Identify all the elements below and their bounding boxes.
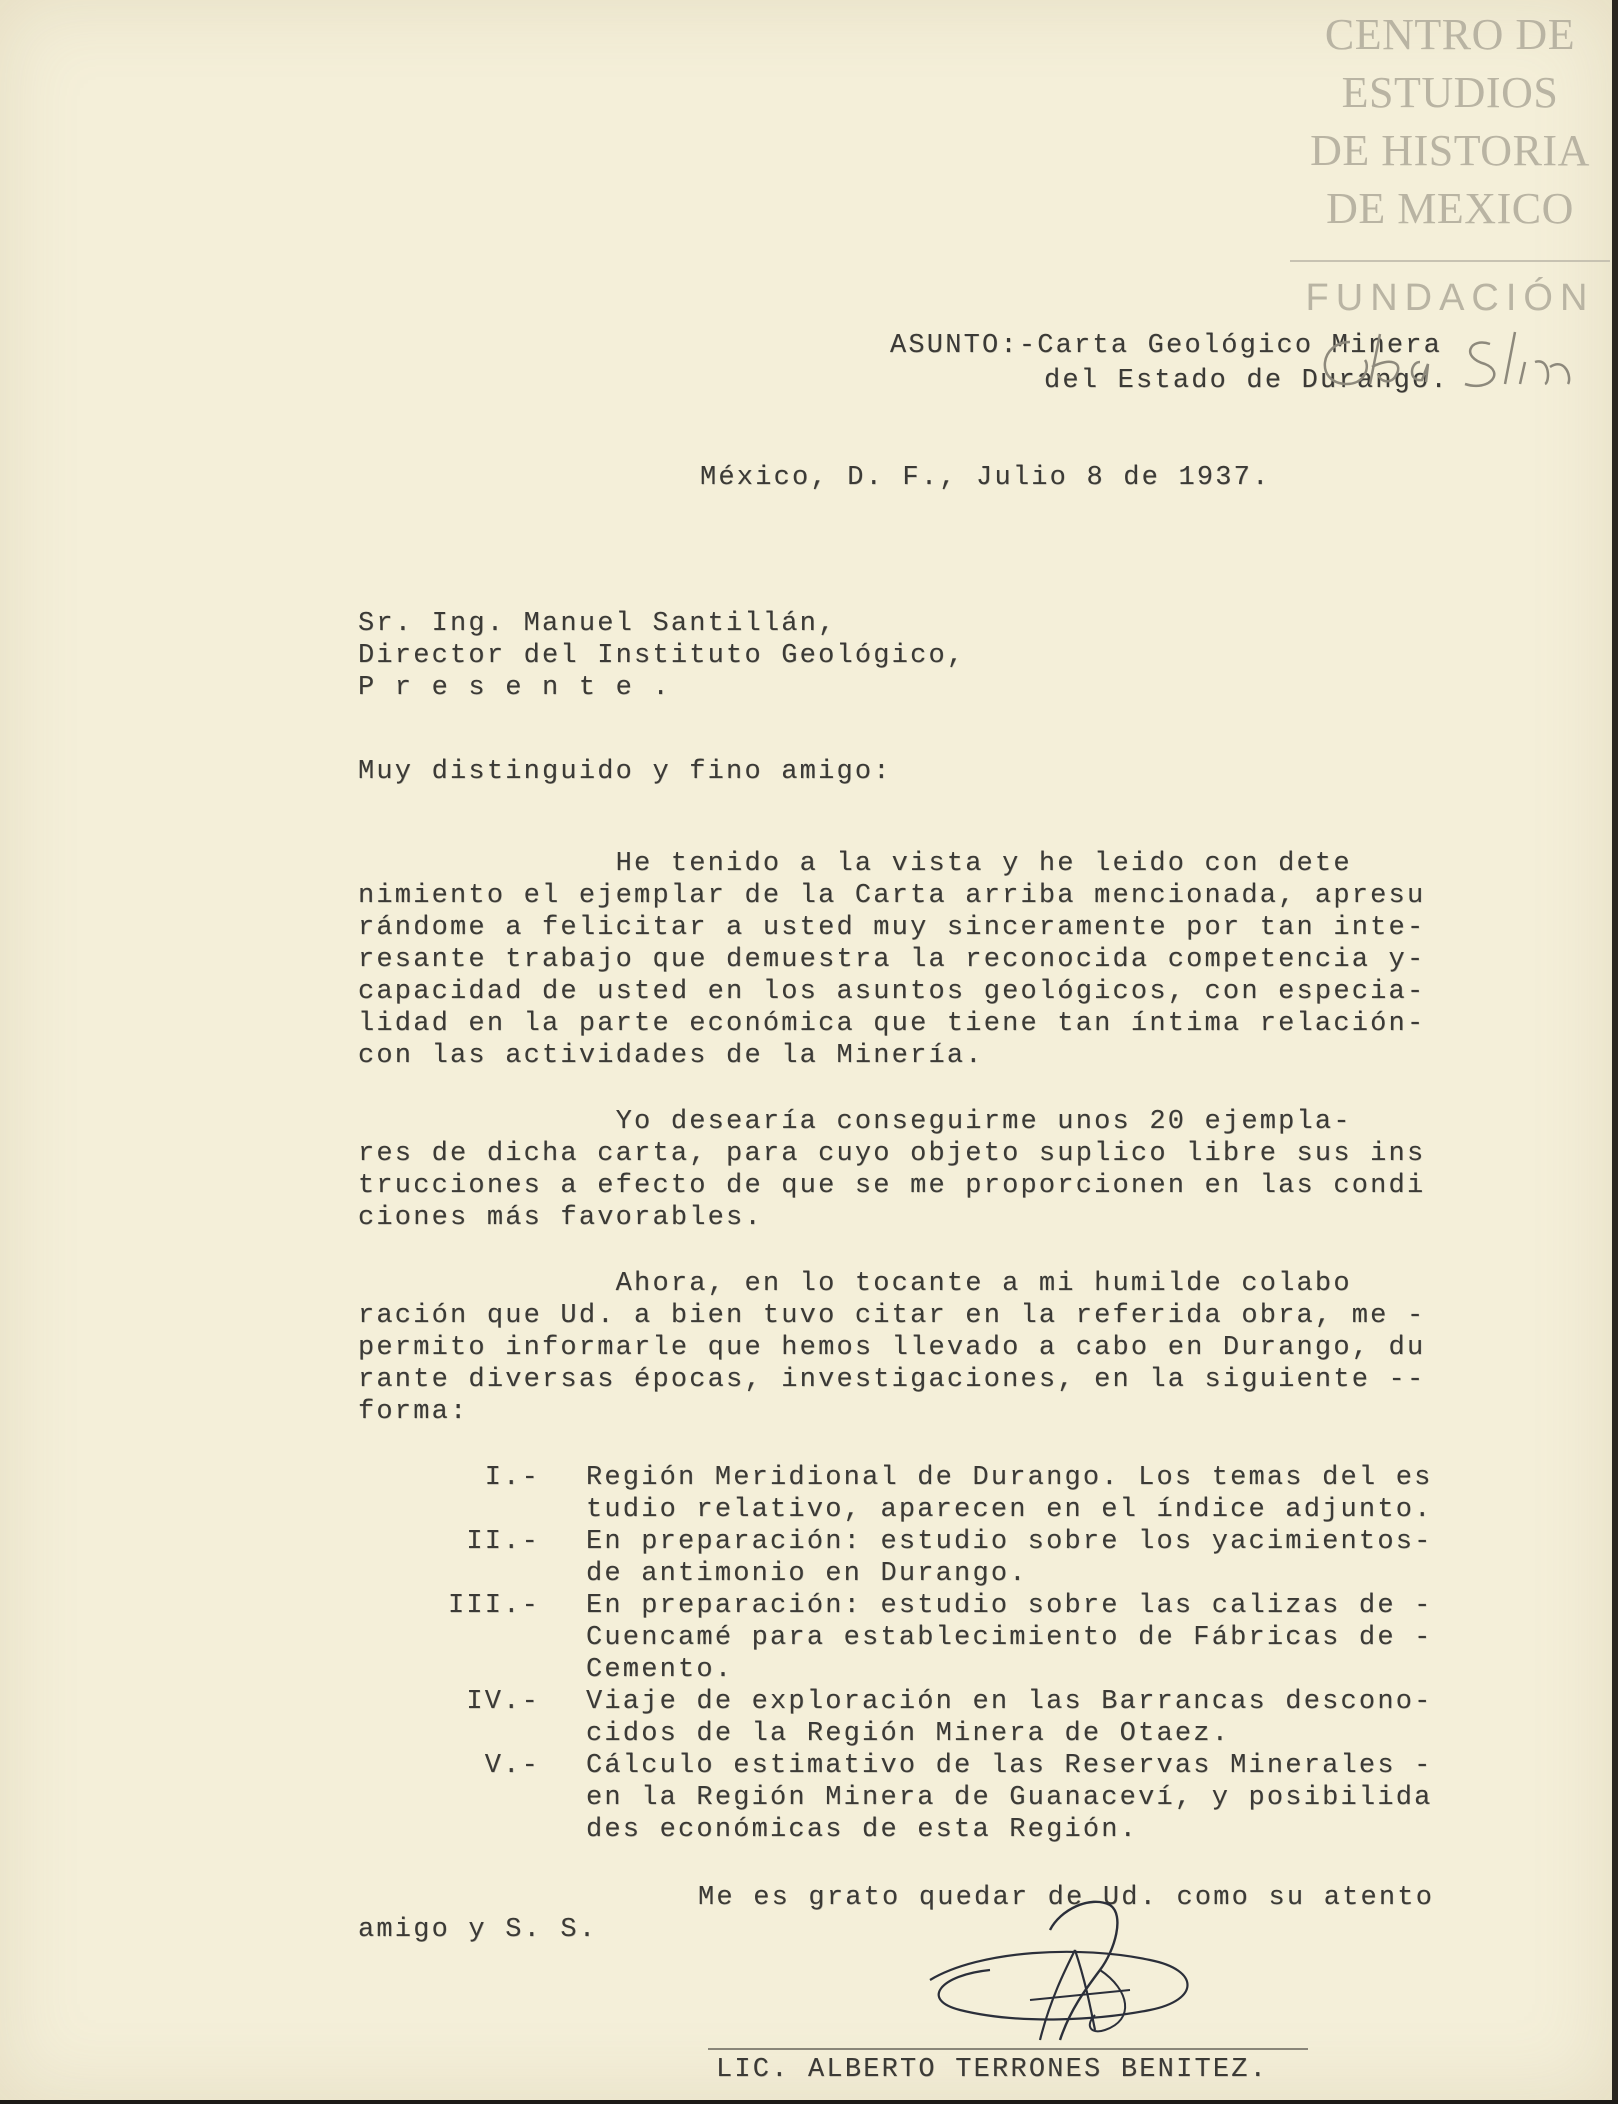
list-item-line: Cuencamé para establecimiento de Fábricas de -: [586, 1623, 1433, 1653]
subject-line-2: del Estado de Durango.: [1044, 366, 1449, 396]
closing-line-1: Me es grato quedar de Ud. como su atento: [698, 1883, 1435, 1913]
closing-line-2: amigo y S. S.: [358, 1915, 598, 1945]
paragraph-1-line: He tenido a la vista y he leido con dete: [358, 849, 1352, 879]
list-item-line: Cálculo estimativo de las Reservas Minerales -: [586, 1751, 1433, 1781]
paragraph-2-line: trucciones a efecto de que se me proporcionen en las condi: [358, 1171, 1426, 1201]
archive-stamp: [1290, 6, 1610, 320]
list-item-line: En preparación: estudio sobre los yacimientos-: [586, 1527, 1433, 1557]
stamp-fundacion: FUNDACIÓN: [1305, 277, 1595, 319]
list-item-line: Región Meridional de Durango. Los temas del es: [586, 1463, 1433, 1493]
list-item-number: III.-: [447, 1591, 540, 1621]
list-item-line: de antimonio en Durango.: [586, 1559, 1028, 1589]
paragraph-3-line: Ahora, en lo tocante a mi humilde colabo: [358, 1269, 1352, 1299]
paragraph-3-line: ración que Ud. a bien tuvo citar en la referida obra, me -: [358, 1301, 1426, 1331]
paragraph-1-line: nimiento el ejemplar de la Carta arriba mencionada, apresu: [358, 881, 1426, 911]
salutation: Muy distinguido y fino amigo:: [358, 757, 892, 787]
signer-name: LIC. ALBERTO TERRONES BENITEZ.: [716, 2055, 1269, 2085]
recipient-name: Sr. Ing. Manuel Santillán,: [358, 609, 837, 639]
paragraph-1-line: resante trabajo que demuestra la reconocida competencia y-: [358, 945, 1426, 975]
stamp-signature-script: [1310, 322, 1610, 402]
signature-line: [708, 2048, 1308, 2050]
stamp-line-3: DE HISTORIA: [1310, 126, 1590, 175]
subject-line-1: ASUNTO:-Carta Geológico Minera: [890, 331, 1443, 361]
list-item-line: Cemento.: [586, 1655, 734, 1685]
list-item-number: II.-: [466, 1527, 540, 1557]
list-item-line: tudio relativo, aparecen en el índice adjunto.: [586, 1495, 1433, 1525]
list-item-line: en la Región Minera de Guanaceví, y posibilida: [586, 1783, 1433, 1813]
paragraph-2-line: ciones más favorables.: [358, 1203, 763, 1233]
paragraph-3-line: permito informarle que hemos llevado a cabo en Durango, du: [358, 1333, 1426, 1363]
stamp-line-1: CENTRO DE: [1324, 10, 1576, 59]
paragraph-1-line: lidad en la parte económica que tiene tan íntima relación-: [358, 1009, 1426, 1039]
list-item-line: Viaje de exploración en las Barrancas descono-: [586, 1687, 1433, 1717]
paragraph-1-line: capacidad de usted en los asuntos geológicos, con especia-: [358, 977, 1426, 1007]
stamp-line-4: DE MEXICO: [1326, 184, 1574, 233]
stamp-divider: [1290, 260, 1610, 262]
list-item-line: En preparación: estudio sobre las calizas de -: [586, 1591, 1433, 1621]
list-item-number: V.-: [484, 1751, 540, 1781]
list-item-line: cidos de la Región Minera de Otaez.: [586, 1719, 1231, 1749]
paragraph-1-line: con las actividades de la Minería.: [358, 1041, 984, 1071]
list-item-number: IV.-: [466, 1687, 540, 1717]
paragraph-3-line: rante diversas épocas, investigaciones, en la siguiente --: [358, 1365, 1426, 1395]
letter-date: México, D. F., Julio 8 de 1937.: [700, 463, 1271, 493]
paragraph-1-line: rándome a felicitar a usted muy sinceramente por tan inte-: [358, 913, 1426, 943]
handwritten-signature: [900, 1890, 1230, 2060]
paragraph-2-line: Yo desearía conseguirme unos 20 ejempla-: [358, 1107, 1352, 1137]
list-item-number: I.-: [484, 1463, 540, 1493]
paragraph-2-line: res de dicha carta, para cuyo objeto suplico libre sus ins: [358, 1139, 1426, 1169]
recipient-title: Director del Instituto Geológico,: [358, 641, 966, 671]
recipient-presente: P r e s e n t e .: [358, 673, 671, 703]
stamp-line-2: ESTUDIOS: [1341, 68, 1559, 117]
paragraph-3-line: forma:: [358, 1397, 469, 1427]
list-item-line: des económicas de esta Región.: [586, 1815, 1139, 1845]
